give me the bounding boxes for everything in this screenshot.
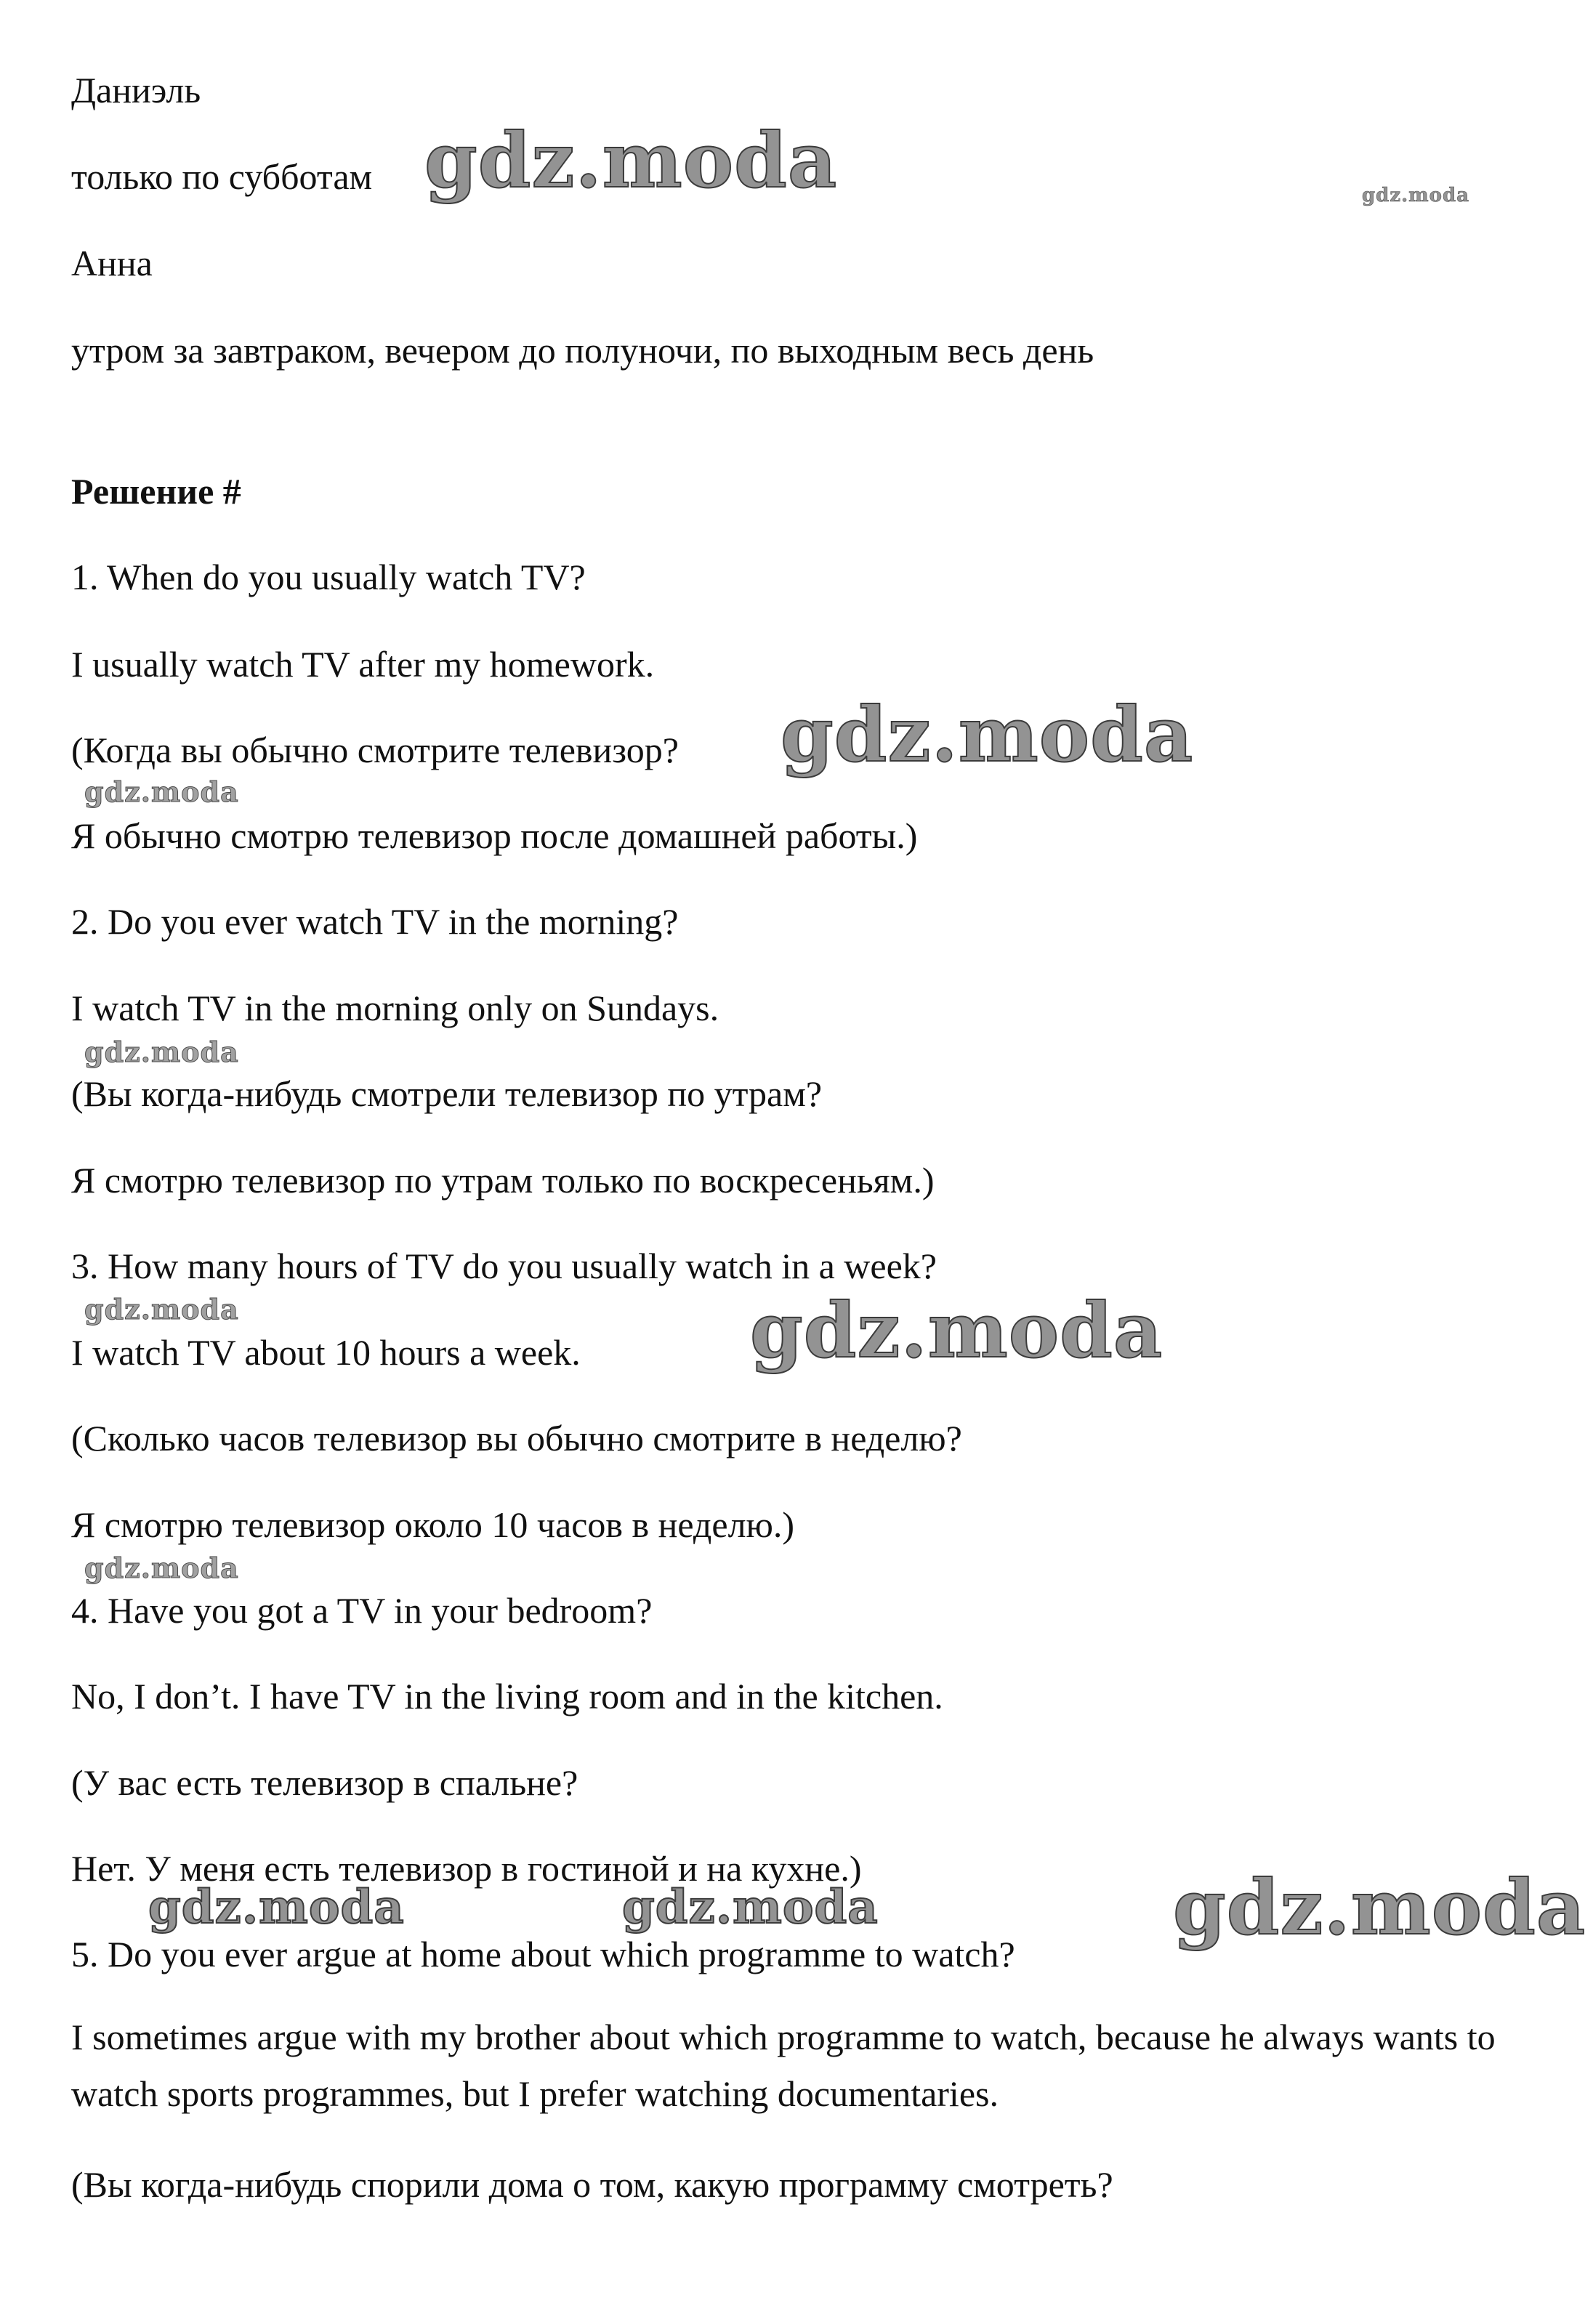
watermark: gdz.moda: [84, 1036, 239, 1068]
answer-2: I watch TV in the morning only on Sundays.: [71, 988, 719, 1028]
translation-question-5: (Вы когда-нибудь спорили дома о том, какую программу смотреть?: [71, 2164, 1113, 2205]
watermark: gdz.moda: [424, 116, 838, 205]
question-4: 4. Have you got a TV in your bedroom?: [71, 1590, 653, 1631]
translation-question-3: (Сколько часов телевизор вы обычно смотрите в неделю?: [71, 1418, 962, 1458]
translation-question-4: (У вас есть телевизор в спальне?: [71, 1762, 578, 1803]
watermark: gdz.moda: [84, 1552, 239, 1584]
watermark: gdz.moda: [1362, 185, 1470, 206]
watermark: gdz.moda: [148, 1880, 405, 1934]
answer-3: I watch TV about 10 hours a week.: [71, 1332, 581, 1373]
name-daniel: Даниэль: [71, 70, 201, 110]
solution-heading: Решение #: [71, 471, 241, 512]
watermark: gdz.moda: [1173, 1863, 1586, 1952]
translation-answer-2: Я смотрю телевизор по утрам только по воскресеньям.): [71, 1160, 935, 1201]
watermark: gdz.moda: [622, 1880, 879, 1934]
question-1: 1. When do you usually watch TV?: [71, 557, 586, 597]
translation-question-1: (Когда вы обычно смотрите телевизор?: [71, 730, 679, 770]
question-5: 5. Do you ever argue at home about which programme to watch?: [71, 1934, 1015, 1974]
translation-answer-3: Я смотрю телевизор около 10 часов в неделю.): [71, 1504, 795, 1545]
translation-answer-4: Нет. У меня есть телевизор в гостиной и на кухне.): [71, 1848, 862, 1889]
watermark: gdz.moda: [750, 1286, 1164, 1375]
answer-4: No, I don’t. I have TV in the living room and in the kitchen.: [71, 1676, 943, 1716]
answer-anna: утром за завтраком, вечером до полуночи, по выходным весь день: [71, 330, 1094, 371]
question-2: 2. Do you ever watch TV in the morning?: [71, 901, 679, 942]
name-anna: Анна: [71, 243, 153, 283]
question-3: 3. How many hours of TV do you usually watch in a week?: [71, 1246, 937, 1286]
answer-daniel: только по субботам: [71, 156, 373, 197]
watermark: gdz.moda: [84, 775, 239, 808]
answer-5: I sometimes argue with my brother about which programme to watch, because he always wants to watch sports programmes, but I prefer watching documentaries.: [71, 2017, 1496, 2114]
answer-1: I usually watch TV after my homework.: [71, 644, 655, 685]
watermark: gdz.moda: [84, 1293, 239, 1326]
translation-question-2: (Вы когда-нибудь смотрели телевизор по утрам?: [71, 1073, 823, 1114]
watermark: gdz.moda: [781, 690, 1194, 779]
translation-answer-1: Я обычно смотрю телевизор после домашней работы.): [71, 815, 918, 856]
